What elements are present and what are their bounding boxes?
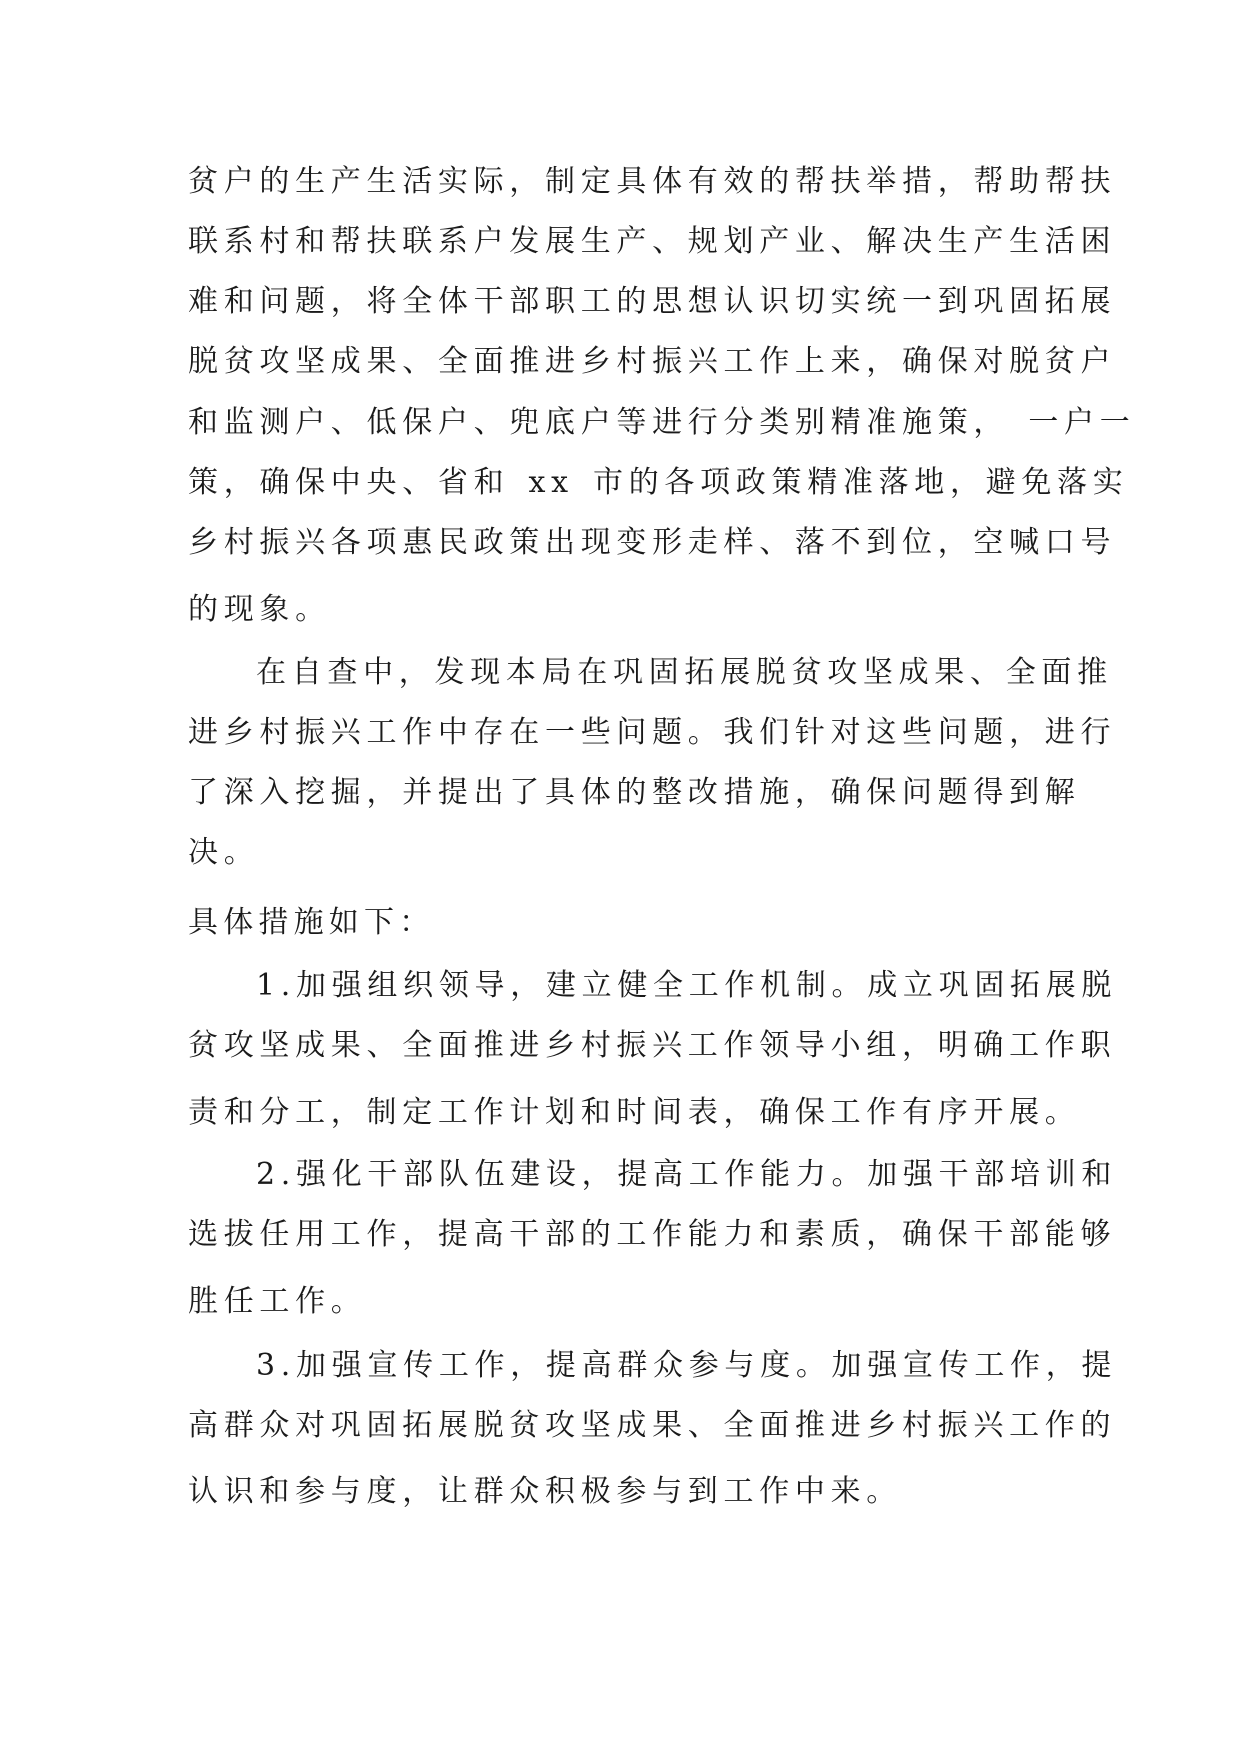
text-line: 的现象。	[188, 592, 331, 627]
text-line: 责和分工，制定工作计划和时间表，确保工作有序开展。	[188, 1095, 1081, 1130]
text-line: 乡村振兴各项惠民政策出现变形走样、落不到位，空喊口号	[188, 525, 1117, 560]
measure-item-3: 3.加强宣传工作，提高群众参与度。加强宣传工作，提	[256, 1348, 1118, 1383]
text-line: 联系村和帮扶联系户发展生产、规划产业、解决生产生活困	[188, 224, 1117, 259]
text-line: 决。	[188, 835, 260, 870]
paragraph-first-line: 在自查中，发现本局在巩固拓展脱贫攻坚成果、全面推	[256, 655, 1113, 690]
text-line: 认识和参与度，让群众积极参与到工作中来。	[188, 1474, 902, 1509]
text-line: 策，确保中央、省和 xx 市的各项政策精准落地，避免落实	[188, 465, 1129, 500]
text-line: 贫攻坚成果、全面推进乡村振兴工作领导小组，明确工作职	[188, 1028, 1117, 1063]
measures-heading: 具体措施如下：	[188, 905, 435, 940]
text-line: 脱贫攻坚成果、全面推进乡村振兴工作上来，确保对脱贫户	[188, 344, 1117, 379]
text-line: 胜任工作。	[188, 1284, 367, 1319]
text-line: 进乡村振兴工作中存在一些问题。我们针对这些问题，进行	[188, 715, 1117, 750]
text-line: 高群众对巩固拓展脱贫攻坚成果、全面推进乡村振兴工作的	[188, 1408, 1117, 1443]
text-line: 选拔任用工作，提高干部的工作能力和素质，确保干部能够	[188, 1217, 1117, 1252]
text-line: 难和问题，将全体干部职工的思想认识切实统一到巩固拓展	[188, 284, 1117, 319]
measure-item-2: 2.强化干部队伍建设，提高工作能力。加强干部培训和	[256, 1157, 1118, 1192]
text-line: 了深入挖掘，并提出了具体的整改措施，确保问题得到解	[188, 775, 1081, 810]
text-line: 贫户的生产生活实际，制定具体有效的帮扶举措，帮助帮扶	[188, 164, 1117, 199]
measure-item-1: 1.加强组织领导，建立健全工作机制。成立巩固拓展脱	[256, 968, 1118, 1003]
text-line: 和监测户、低保户、兜底户等进行分类别精准施策， 一户一	[188, 405, 1136, 440]
